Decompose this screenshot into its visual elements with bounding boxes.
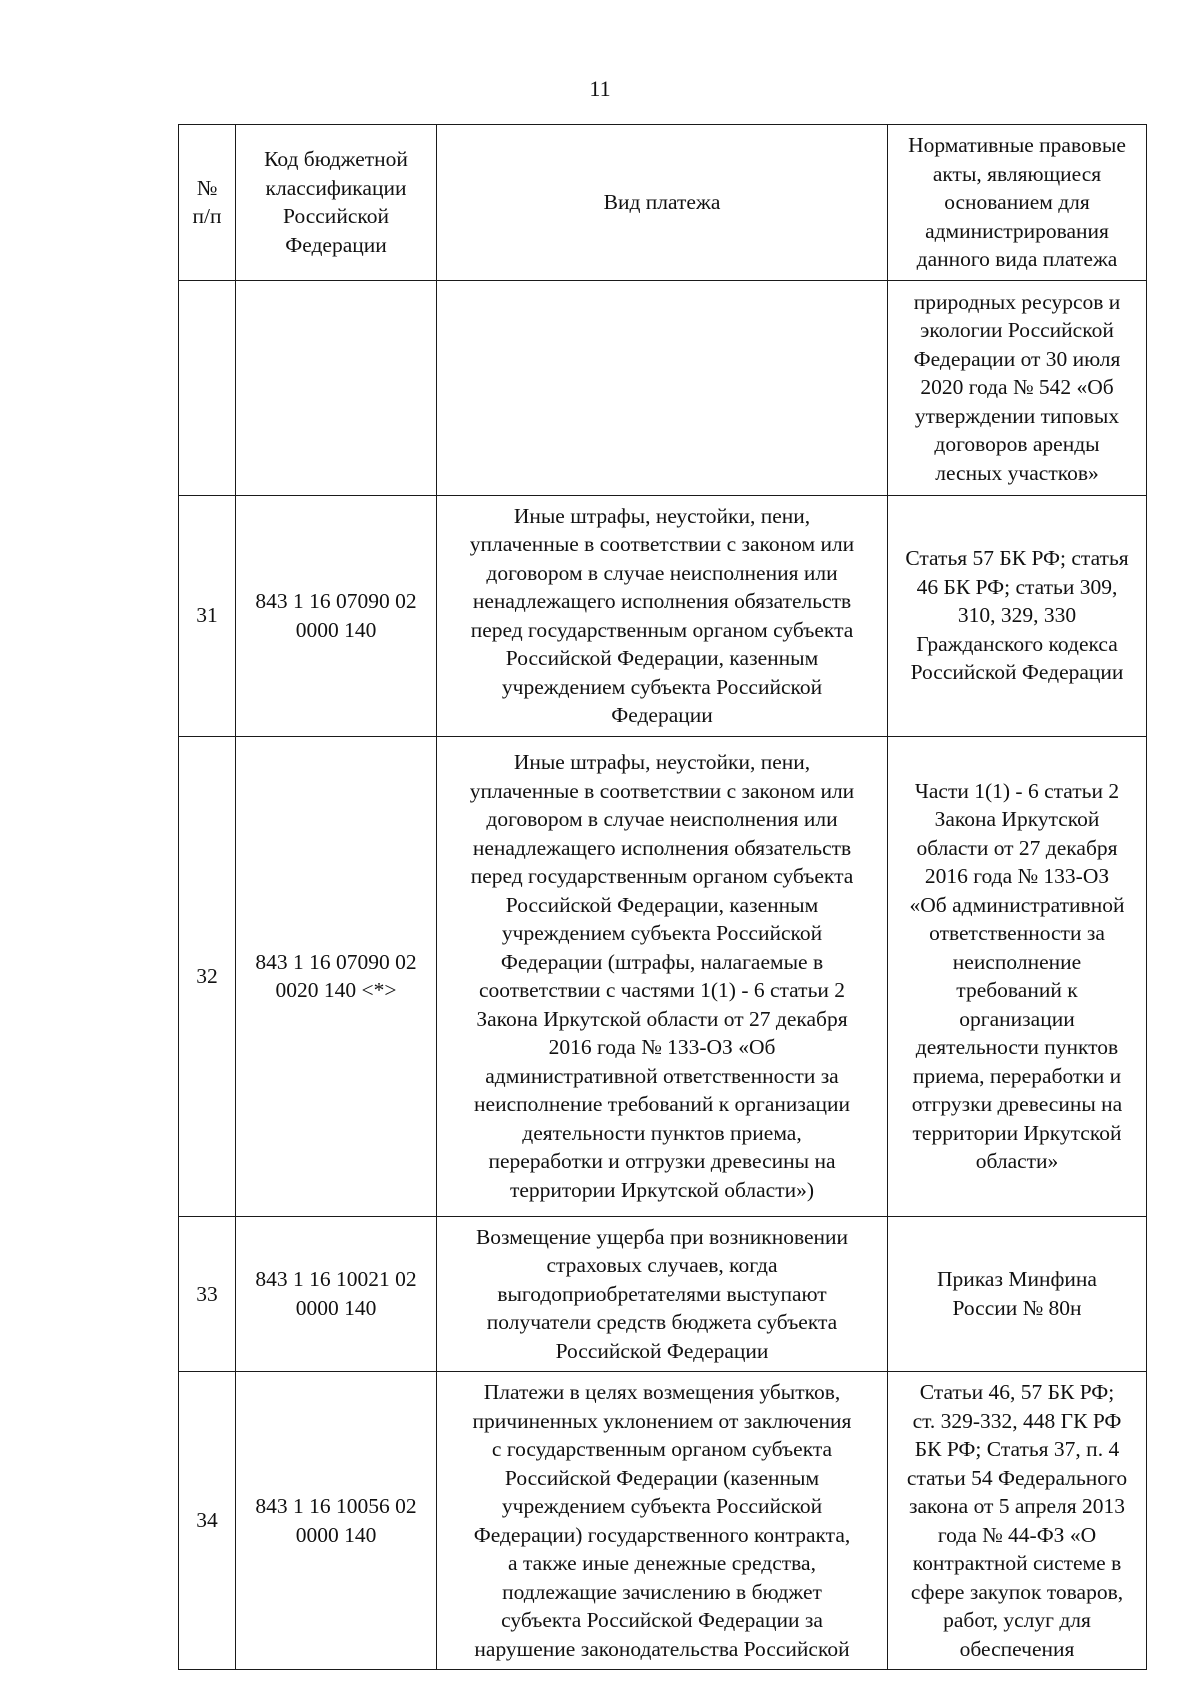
cell-code: 843 1 16 07090 02 0000 140 <box>236 495 437 736</box>
table-row <box>179 495 1147 736</box>
cell-acts: природных ресурсов и экологии Российской Федерации от 30 июля 2020 года № 542 «Об утверждении типовых договоров аренды лесных участков» <box>888 280 1147 495</box>
cell-num: 31 <box>179 495 236 736</box>
table-row <box>179 1372 1147 1670</box>
page-number: 11 <box>589 76 611 101</box>
header-acts: Нормативные правовые акты, являющиеся основанием для администрирования данного вида платежа <box>888 125 1147 281</box>
cell-acts: Статья 57 БК РФ; статья 46 БК РФ; статьи 309, 310, 329, 330 Гражданского кодекса Российской Федерации <box>888 495 1147 736</box>
header-payment: Вид платежа <box>437 125 888 281</box>
cell-payment: Платежи в целях возмещения убытков, причиненных уклонением от заключения с государственным органом субъекта Российской Федерации (казенным учреждением субъекта Российской Федерации) государственного контракта, а также иные денежные средства, подлежащие зачислению в бюджет субъекта Российской Федерации за нарушение законодательства Российской <box>437 1372 888 1670</box>
cell-code <box>236 280 437 495</box>
cell-num: 32 <box>179 736 236 1216</box>
table-header-row <box>179 125 1147 281</box>
cell-code: 843 1 16 07090 02 0020 140 <*> <box>236 736 437 1216</box>
table-row <box>179 280 1147 495</box>
table-row <box>179 736 1147 1216</box>
cell-num: 33 <box>179 1216 236 1372</box>
cell-payment: Иные штрафы, неустойки, пени, уплаченные в соответствии с законом или договором в случае неисполнения или ненадлежащего исполнения обязательств перед государственным органом субъекта Российской Федерации, казенным учреждением субъекта Российской Федерации <box>437 495 888 736</box>
cell-acts: Статьи 46, 57 БК РФ; ст. 329-332, 448 ГК РФ БК РФ; Статья 37, п. 4 статьи 54 Федерального закона от 5 апреля 2013 года № 44-ФЗ «О контрактной системе в сфере закупок товаров, работ, услуг для обеспечения <box>888 1372 1147 1670</box>
cell-code: 843 1 16 10056 02 0000 140 <box>236 1372 437 1670</box>
header-num: № п/п <box>179 125 236 281</box>
cell-num <box>179 280 236 495</box>
cell-num: 34 <box>179 1372 236 1670</box>
cell-code: 843 1 16 10021 02 0000 140 <box>236 1216 437 1372</box>
cell-payment: Иные штрафы, неустойки, пени, уплаченные в соответствии с законом или договором в случае неисполнения или ненадлежащего исполнения обязательств перед государственным органом субъекта Российской Федерации, казенным учреждением субъекта Российской Федерации (штрафы, налагаемые в соответствии с частями 1(1) - 6 статьи 2 Закона Иркутской области от 27 декабря 2016 года № 133-ОЗ «Об административной ответственности за неисполнение требований к организации деятельности пунктов приема, переработки и отгрузки древесины на территории Иркутской области») <box>437 736 888 1216</box>
header-code: Код бюджетной классификации Российской Федерации <box>236 125 437 281</box>
payments-table <box>178 124 1147 1670</box>
cell-acts: Части 1(1) - 6 статьи 2 Закона Иркутской области от 27 декабря 2016 года № 133-ОЗ «Об административной ответственности за неисполнение требований к организации деятельности пунктов приема, переработки и отгрузки древесины на территории Иркутской области» <box>888 736 1147 1216</box>
table-row <box>179 1216 1147 1372</box>
cell-acts: Приказ Минфина России № 80н <box>888 1216 1147 1372</box>
cell-payment <box>437 280 888 495</box>
cell-payment: Возмещение ущерба при возникновении страховых случаев, когда выгодоприобретателями выступают получатели средств бюджета субъекта Российской Федерации <box>437 1216 888 1372</box>
